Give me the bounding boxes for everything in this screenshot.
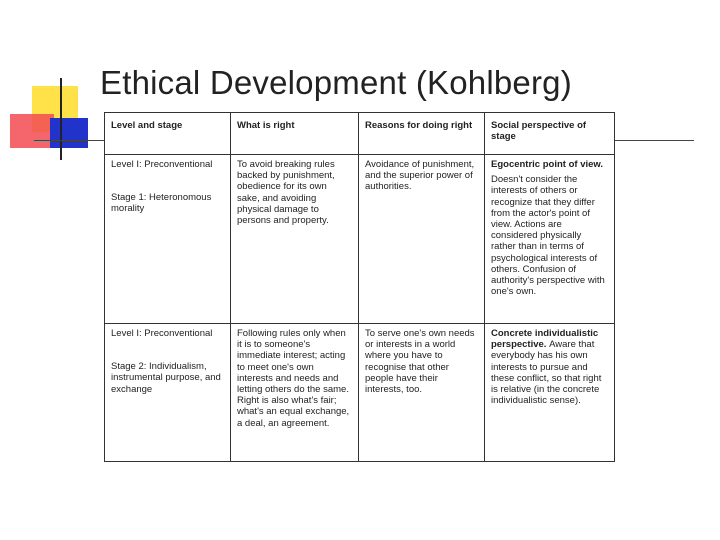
stage-label: Stage 1: Heteronomous morality — [111, 192, 212, 215]
cell-what-is-right: Following rules only when it is to someone's immediate interest; acting to meet one's own interests and needs and letting others do the same. Right is also what's fair; what's an equal exchange, a deal, an agreement. — [231, 324, 359, 462]
table-header-row — [105, 113, 615, 155]
decor-vertical-line — [60, 78, 62, 160]
cell-level-stage — [105, 324, 231, 462]
header-reasons: Reasons for doing right — [359, 113, 485, 155]
cell-what-is-right: To avoid breaking rules backed by punishment, obedience for its own sake, and avoiding physical damage to persons and property. — [231, 155, 359, 324]
decor-blue-square — [50, 118, 88, 148]
perspective-text: Aware that everybody has his own interests to pursue and these conflict, so that right is relative (in the concrete individualistic sense). — [491, 339, 602, 407]
level-label: Level I: Preconventional — [111, 328, 213, 339]
header-social-perspective: Social perspective of stage — [485, 113, 615, 155]
cell-social-perspective — [485, 324, 615, 462]
cell-reasons: Avoidance of punishment, and the superior power of authorities. — [359, 155, 485, 324]
cell-social-perspective — [485, 155, 615, 324]
stage-label: Stage 2: Individualism, instrumental purpose, and exchange — [111, 361, 221, 395]
perspective-title: Egocentric point of view. — [491, 159, 604, 170]
level-label: Level I: Preconventional — [111, 159, 213, 170]
decor-red-square — [10, 114, 54, 148]
slide-title: Ethical Development (Kohlberg) — [100, 64, 572, 101]
perspective-text: Doesn't consider the interests of others or recognize that they differ from the actor's point of view. Actions are considered physically rather than in terms of psychological interests of others. Confusion of authority's perspective with one's own. — [491, 174, 605, 298]
cell-level-stage — [105, 155, 231, 324]
table-row — [105, 155, 615, 324]
cell-reasons: To serve one's own needs or interests in a world where you have to recognise that other people have their interests, too. — [359, 324, 485, 462]
perspective-title: Concrete individualistic perspective. — [491, 328, 599, 351]
header-what-is-right: What is right — [231, 113, 359, 155]
header-level-and-stage: Level and stage — [105, 113, 231, 155]
kohlberg-table — [104, 112, 615, 462]
table-row — [105, 324, 615, 462]
